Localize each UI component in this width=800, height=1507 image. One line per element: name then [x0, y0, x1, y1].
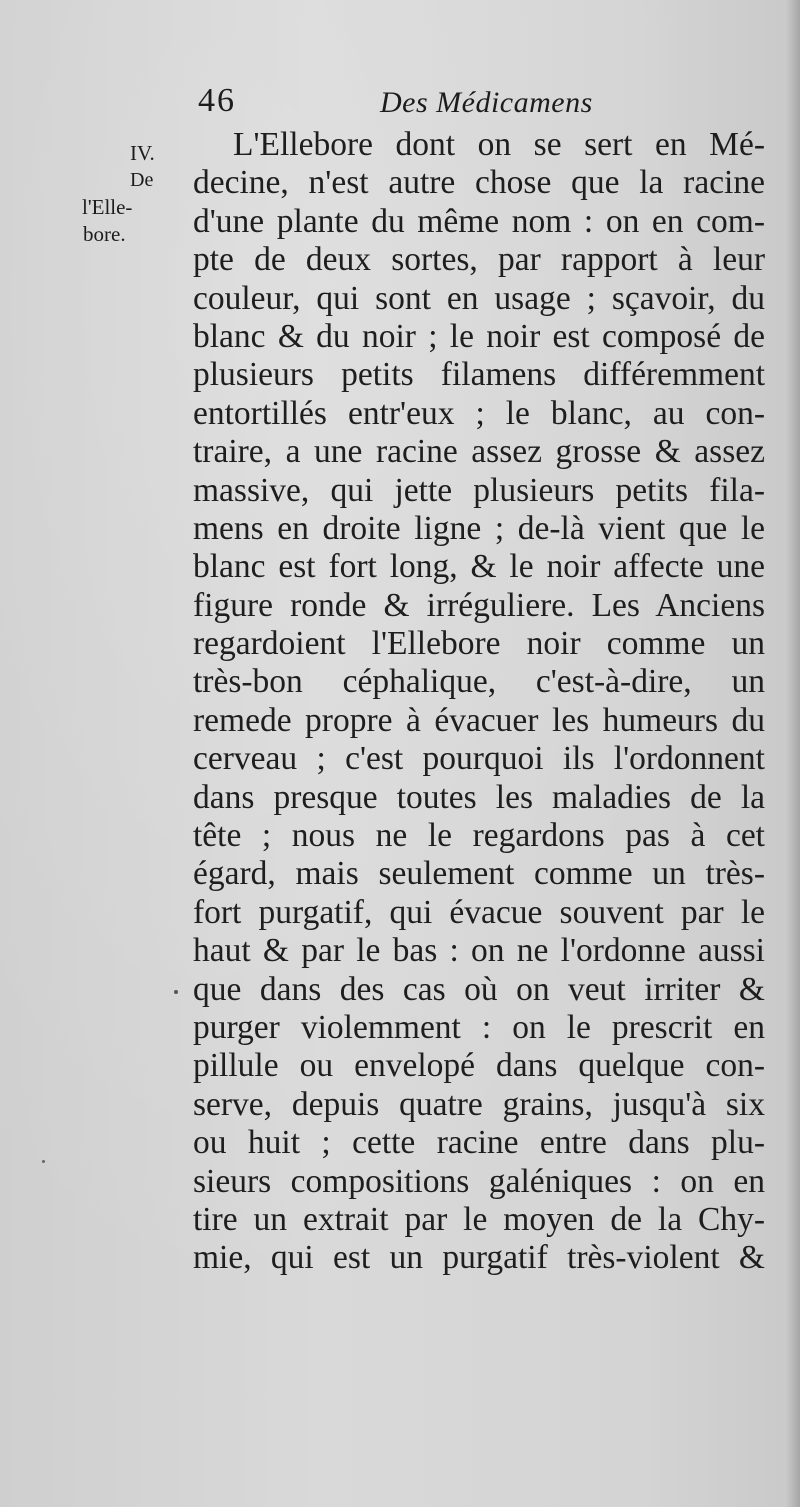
- text-line: tire un extrait par le moyen de la Chy-: [193, 1200, 765, 1238]
- running-head: [0, 78, 800, 128]
- text-line: purger violemment : on le prescrit en: [193, 1008, 765, 1046]
- text-line: très-bon céphalique, c'est-à-dire, un: [193, 663, 765, 701]
- margin-note-line: l'Elle-: [82, 195, 133, 219]
- margin-note-line: bore.: [83, 222, 126, 246]
- text-line: entortillés entr'eux ; le blanc, au con-: [193, 394, 765, 432]
- text-line: plusieurs petits filamens différemment: [193, 356, 765, 394]
- text-line: couleur, qui sont en usage ; sçavoir, du: [193, 279, 765, 317]
- ink-speck: [174, 990, 178, 994]
- page-edge-shadow: [786, 0, 800, 1507]
- text-line: blanc & du noir ; le noir est composé de: [193, 317, 765, 355]
- running-head-title: Des Médicamens: [380, 86, 593, 119]
- text-line: dans presque toutes les maladies de la: [193, 778, 765, 816]
- text-line: mie, qui est un purgatif très-violent &: [193, 1239, 765, 1277]
- text-line: serve, depuis quatre grains, jusqu'à six: [193, 1085, 765, 1123]
- text-line: mens en droite ligne ; de-là vient que le: [193, 509, 765, 547]
- text-line: que dans des cas où on veut irriter &: [193, 970, 765, 1008]
- text-line: massive, qui jette plusieurs petits fila-: [193, 471, 765, 509]
- text-line: figure ronde & irréguliere. Les Anciens: [193, 586, 765, 624]
- page-number: 46: [198, 82, 236, 119]
- text-line: d'une plante du même nom : on en com-: [193, 202, 765, 240]
- text-line: ou huit ; cette racine entre dans plu-: [193, 1124, 765, 1162]
- text-line: fort purgatif, qui évacue souvent par le: [193, 893, 765, 931]
- text-line: traire, a une racine assez grosse & assez: [193, 433, 765, 471]
- margin-note-line: De: [130, 169, 154, 191]
- text-line: remede propre à évacuer les humeurs du: [193, 701, 765, 739]
- text-line: decine, n'est autre chose que la racine: [193, 164, 765, 202]
- text-line: L'Ellebore dont on se sert en Mé-: [233, 126, 765, 163]
- margin-note: [80, 140, 180, 248]
- text-line: pillule ou envelopé dans quelque con-: [193, 1047, 765, 1085]
- text-line: pte de deux sortes, par rapport à leur: [193, 241, 765, 279]
- text-line: tête ; nous ne le regardons pas à cet: [193, 817, 765, 855]
- ink-speck: [42, 1160, 45, 1163]
- text-line: blanc est fort long, & le noir affecte une: [193, 548, 765, 586]
- margin-note-number: IV.: [130, 141, 155, 165]
- text-line: cerveau ; c'est pourquoi ils l'ordonnent: [193, 740, 765, 778]
- text-line: sieurs compositions galéniques : on en: [193, 1162, 765, 1200]
- body-text: [193, 126, 765, 1278]
- text-line: haut & par le bas : on ne l'ordonne aussi: [193, 932, 765, 970]
- text-line: égard, mais seulement comme un très-: [193, 855, 765, 893]
- text-line: regardoient l'Ellebore noir comme un: [193, 625, 765, 663]
